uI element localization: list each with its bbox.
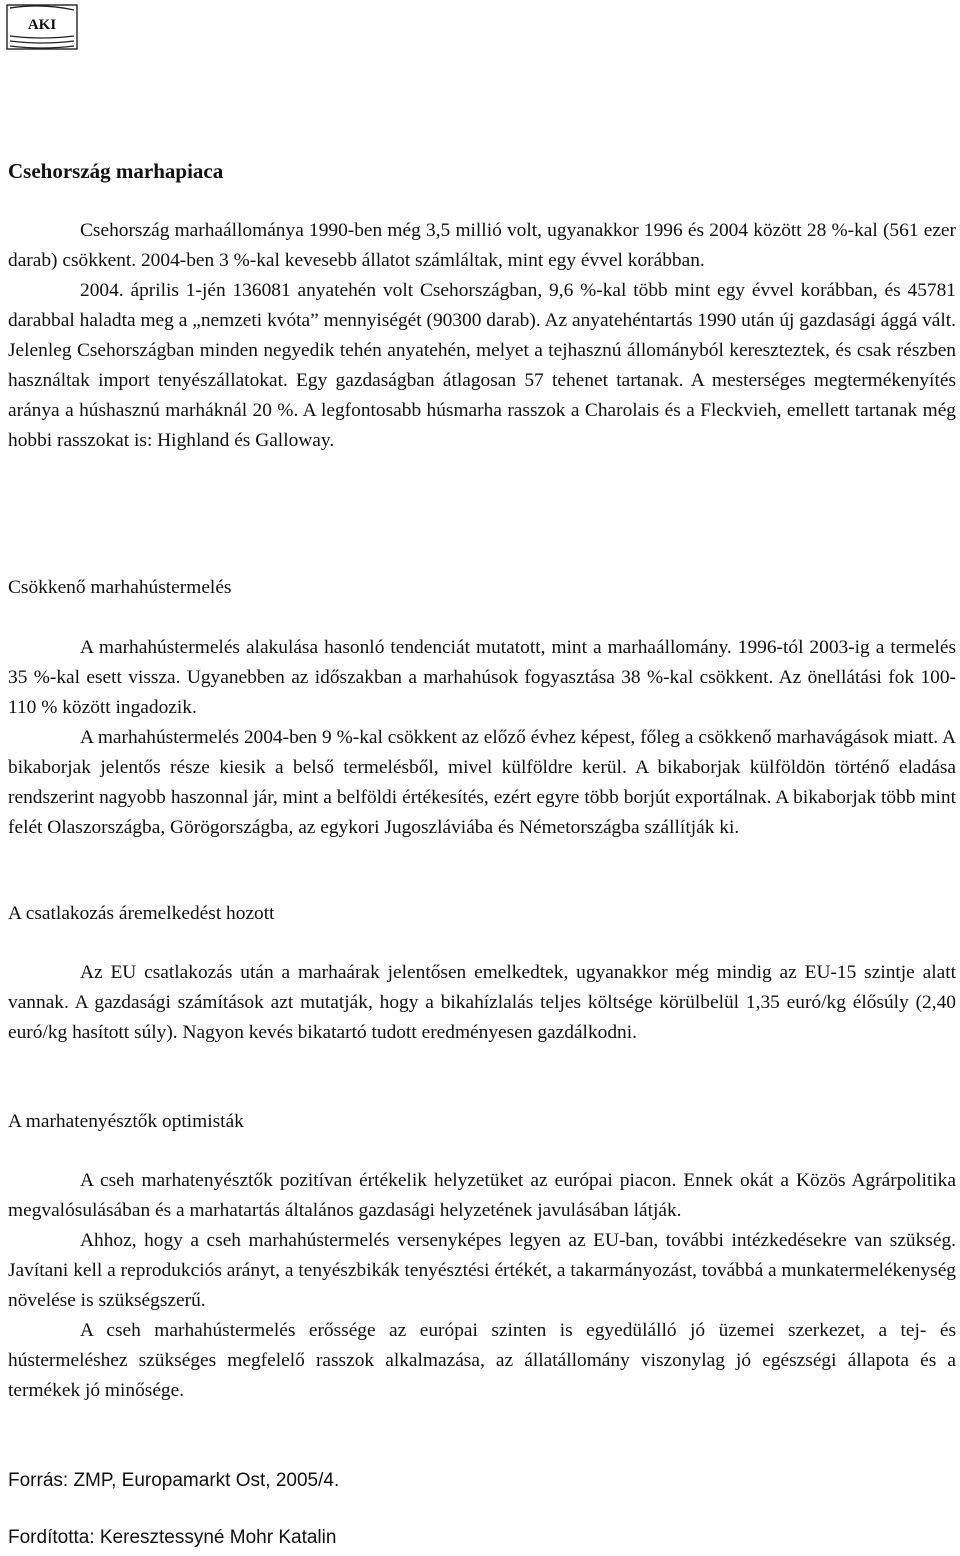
paragraph: Csehország marhaállománya 1990-ben még 3,5 millió volt, ugyanakkor 1996 és 2004 között 28 %-kal (561 ezer darab) csökkent. 2004-ben 3 %-kal kevesebb állatot számláltak, mint egy évvel korábban. [8,220,956,271]
logo-text: AKI [27,17,57,33]
paragraph: A cseh marhatenyésztők pozitívan értékelik helyzetüket az európai piacon. Ennek okát a Közös Agrárpolitika megvalósulásában és a marhatartás általános gazdasági helyzetének javulásában látják. [8,1170,956,1221]
section-beef-production [8,633,956,843]
paragraph: 2004. április 1-jén 136081 anyatehén volt Csehországban, 9,6 %-kal több mint egy évvel korábban, és 45781 darabbal haladta meg a „nemzeti kvóta” mennyiségét (90300 darab). Az anyatehéntartás 1990 után új gazdasági ággá vált. Jelenleg Csehországban minden negyedik tehén anyatehén, melyet a tejhasznú állományból kereszteztek, és csak részben használtak import tenyészállatokat. Egy gazdaságban átlagosan 57 tehenet tartanak. A mesterséges megtermékenyítés aránya a húshasznú marháknál 20 %. A legfontosabb húsmarha rasszok a Charolais és a Fleckvieh, emellett tartanak még hobbi rasszokat is: Highland és Galloway. [8,280,956,451]
paragraph: Az EU csatlakozás után a marhaárak jelentősen emelkedtek, ugyanakkor még mindig az EU-15 szintje alatt vannak. A gazdasági számítások azt mutatják, hogy a bikahízlalás teljes költsége körülbelül 1,35 euró/kg élősúly (2,40 euró/kg hasított súly). Nagyon kevés bikatartó tudott eredményesen gazdálkodni. [8,962,956,1043]
section-breeders-optimistic [8,1166,956,1406]
aki-logo [6,4,80,50]
paragraph: A marhahústermelés 2004-ben 9 %-kal csökkent az előző évhez képest, főleg a csökkenő marhavágások miatt. A bikaborjak jelentős része kiesik a belső termelésből, mivel külföldre kerül. A bikaborjak külföldön történő eladása rendszerint nagyobb haszonnal jár, mint a belföldi értékesítés, ezért egyre több borjút exportálnak. A bikaborjak több mint felét Olaszországba, Görögországba, az egykori Jugoszláviába és Németországba szállítják ki. [8,727,956,838]
section-cattle-stock [8,216,956,456]
translator-note: Fordította: Keresztessyné Mohr Katalin [8,1527,337,1548]
paragraph: A cseh marhahústermelés erőssége az európai szinten is egyedülálló jó üzemei szerkezet, a tej- és hústermeléshez szükséges megfelelő rasszok alkalmazása, az állatállomány viszonylag jó egészségi állapota és a termékek jó minősége. [8,1320,956,1401]
paragraph: Ahhoz, hogy a cseh marhahústermelés versenyképes legyen az EU-ban, további intézkedésekre van szükség. Javítani kell a reprodukciós arányt, a tenyészbikák tenyésztési értékét, a takarmányozást, továbbá a munkatermelékenység növelése is szükségszerű. [8,1230,956,1311]
section-heading: A marhatenyésztők optimisták [8,1111,244,1132]
section-accession-prices [8,958,956,1048]
section-heading: A csatlakozás áremelkedést hozott [8,903,275,924]
page-title: Csehország marhapiaca [8,159,224,183]
paragraph: A marhahústermelés alakulása hasonló tendenciát mutatott, mint a marhaállomány. 1996-tól 2003-ig a termelés 35 %-kal esett vissza. Ugyanebben az időszakban a marhahúsok fogyasztása 38 %-kal csökkent. Az önellátási fok 100-110 % között ingadozik. [8,637,956,718]
section-heading: Csökkenő marhahústermelés [8,577,232,598]
source-note: Forrás: ZMP, Europamarkt Ost, 2005/4. [8,1470,340,1491]
